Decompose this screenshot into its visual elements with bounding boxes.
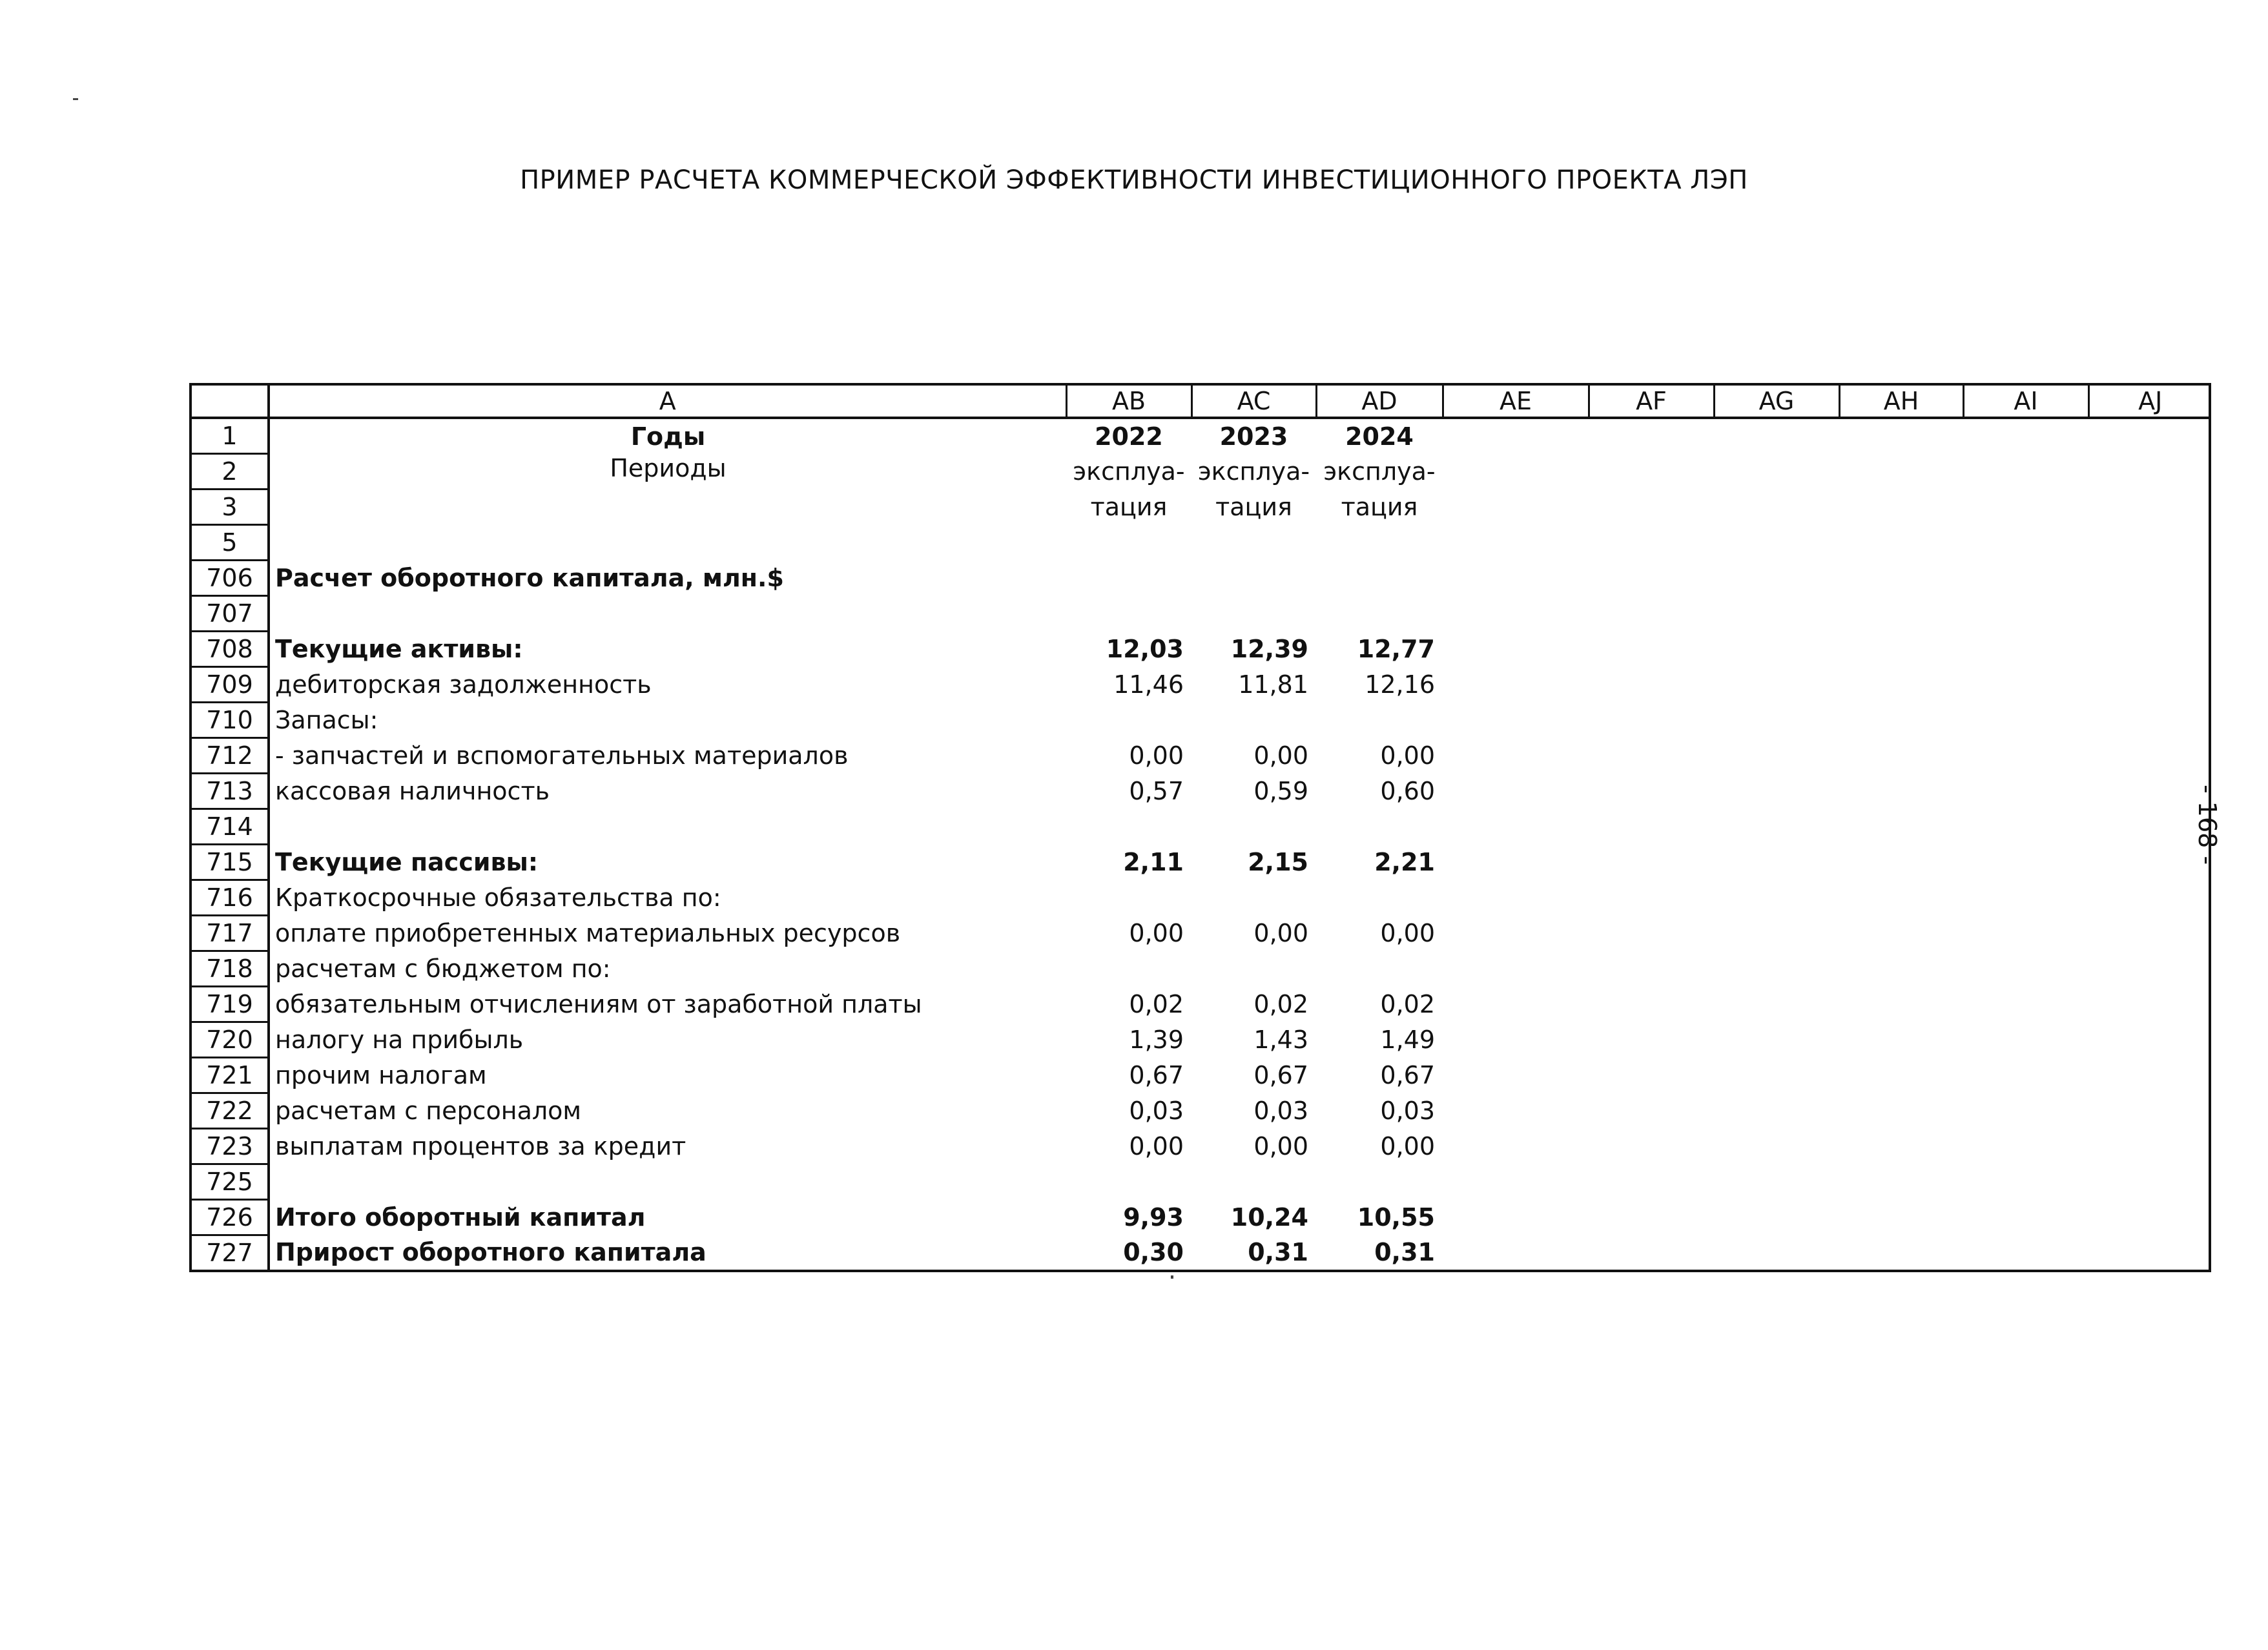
value-cell (1316, 1164, 1443, 1200)
value-cell: 12,39 (1230, 635, 1308, 663)
table-row (192, 1058, 2211, 1093)
table-row (192, 561, 2211, 596)
row-label: выплатам процентов за кредит (275, 1132, 686, 1160)
periods-label: Периоды (610, 453, 727, 482)
row-label: Итого оборотный капитал (275, 1203, 646, 1232)
row-number[interactable]: 726 (192, 1200, 269, 1235)
value-cell: 0,00 (1253, 741, 1308, 770)
value-cell: 0,67 (1129, 1061, 1184, 1089)
value-cell: 0,03 (1380, 1097, 1435, 1125)
value-cell (1316, 809, 1443, 845)
value-cell: 1,39 (1129, 1026, 1184, 1054)
value-cell (1066, 880, 1191, 916)
row-number[interactable]: 709 (192, 667, 269, 703)
value-cell (1066, 951, 1191, 987)
column-header-ae[interactable]: AE (1443, 386, 1589, 418)
value-cell: 12,16 (1365, 670, 1435, 699)
scan-speck (73, 98, 78, 100)
row-number[interactable]: 3 (192, 490, 269, 525)
value-cell: 12,77 (1357, 635, 1435, 663)
value-cell (1316, 703, 1443, 738)
column-header-row (192, 386, 2211, 418)
column-header-ai[interactable]: AI (1963, 386, 2088, 418)
row-label: Текущие активы: (275, 635, 523, 663)
value-cell: 0,02 (1380, 990, 1435, 1018)
select-all-corner[interactable] (192, 386, 269, 418)
table-row (192, 1235, 2211, 1270)
row-number[interactable]: 5 (192, 525, 269, 561)
row-number[interactable]: 716 (192, 880, 269, 916)
period-cell: тация (1090, 493, 1168, 521)
value-cell (1191, 703, 1316, 738)
row-number[interactable]: 715 (192, 845, 269, 880)
row-label (269, 596, 1066, 632)
row-label: обязательным отчислениям от заработной платы (275, 990, 922, 1018)
spreadsheet-grid (192, 386, 2211, 1270)
value-cell (1191, 561, 1316, 596)
value-cell (1316, 561, 1443, 596)
row-number[interactable]: 720 (192, 1022, 269, 1058)
table-row (192, 1093, 2211, 1129)
row-label: Краткосрочные обязательства по: (275, 883, 721, 912)
row-label: Запасы: (275, 706, 378, 734)
row-label: Прирост оборотного капитала (275, 1238, 706, 1267)
column-header-ah[interactable]: AH (1839, 386, 1963, 418)
period-cell: тация (1215, 493, 1292, 521)
value-cell: 0,02 (1129, 990, 1184, 1018)
value-cell (1191, 880, 1316, 916)
value-cell: 0,00 (1253, 1132, 1308, 1160)
row-number[interactable]: 727 (192, 1235, 269, 1270)
value-cell: 0,59 (1253, 777, 1308, 805)
column-header-ag[interactable]: AG (1714, 386, 1839, 418)
value-cell: 0,03 (1129, 1097, 1184, 1125)
row-number[interactable]: 718 (192, 951, 269, 987)
row-label: расчетам с бюджетом по: (275, 954, 611, 983)
value-cell: 0,02 (1253, 990, 1308, 1018)
section-title: Расчет оборотного капитала, млн.$ (275, 564, 784, 592)
page-title: ПРИМЕР РАСЧЕТА КОММЕРЧЕСКОЙ ЭФФЕКТИВНОСТИ ИНВЕСТИЦИОННОГО ПРОЕКТА ЛЭП (520, 165, 1748, 195)
column-header-aj[interactable]: AJ (2088, 386, 2211, 418)
value-cell (1191, 809, 1316, 845)
row-number[interactable]: 721 (192, 1058, 269, 1093)
value-cell: 0,00 (1129, 1132, 1184, 1160)
table-row (192, 1200, 2211, 1235)
value-cell: 0,60 (1380, 777, 1435, 805)
row-label: - запчастей и вспомогательных материалов (275, 741, 849, 770)
value-cell: 10,55 (1357, 1203, 1435, 1232)
row-number[interactable]: 706 (192, 561, 269, 596)
table-row (192, 632, 2211, 667)
column-header-a[interactable]: A (269, 386, 1066, 418)
value-cell: 9,93 (1123, 1203, 1184, 1232)
year-cell: 2024 (1345, 422, 1414, 451)
table-row (192, 951, 2211, 987)
value-cell: 0,00 (1380, 919, 1435, 947)
page-number: - 168 - (2193, 785, 2222, 865)
row-number[interactable]: 707 (192, 596, 269, 632)
value-cell: 11,46 (1113, 670, 1184, 699)
column-header-ab[interactable]: AB (1066, 386, 1191, 418)
spreadsheet (189, 383, 2211, 1272)
row-number[interactable]: 713 (192, 774, 269, 809)
row-number[interactable]: 722 (192, 1093, 269, 1129)
row-number[interactable]: 2 (192, 454, 269, 490)
value-cell: 0,57 (1129, 777, 1184, 805)
value-cell: 0,00 (1253, 919, 1308, 947)
row-number[interactable]: 710 (192, 703, 269, 738)
value-cell: 0,31 (1248, 1238, 1308, 1267)
column-header-ac[interactable]: AC (1191, 386, 1316, 418)
value-cell: 0,00 (1129, 741, 1184, 770)
value-cell (1316, 951, 1443, 987)
row-label (269, 809, 1066, 845)
table-row (192, 490, 2211, 525)
value-cell: 11,81 (1238, 670, 1308, 699)
table-row (192, 596, 2211, 632)
table-row (192, 916, 2211, 951)
row-number[interactable]: 723 (192, 1129, 269, 1164)
value-cell: 0,00 (1380, 1132, 1435, 1160)
value-cell: 0,00 (1380, 741, 1435, 770)
row-number[interactable]: 1 (192, 418, 269, 454)
value-cell: 0,67 (1253, 1061, 1308, 1089)
value-cell (1316, 596, 1443, 632)
scan-speck (1171, 1275, 1173, 1279)
value-cell: 1,43 (1253, 1026, 1308, 1054)
row-label (269, 1164, 1066, 1200)
column-header-ad[interactable]: AD (1316, 386, 1443, 418)
row-number[interactable]: 717 (192, 916, 269, 951)
value-cell: 2,11 (1123, 848, 1184, 876)
table-row (192, 525, 2211, 561)
row-number[interactable]: 719 (192, 987, 269, 1022)
table-row (192, 1022, 2211, 1058)
period-cell: эксплуа- (1323, 457, 1436, 486)
row-label: кассовая наличность (275, 777, 550, 805)
row-number[interactable]: 714 (192, 809, 269, 845)
row-label: оплате приобретенных материальных ресурсов (275, 919, 901, 947)
value-cell (1191, 951, 1316, 987)
value-cell (1066, 1164, 1191, 1200)
row-label: дебиторская задолженность (275, 670, 652, 699)
table-row (192, 774, 2211, 809)
value-cell: 0,30 (1123, 1238, 1184, 1267)
value-cell: 0,03 (1253, 1097, 1308, 1125)
year-cell: 2023 (1219, 422, 1288, 451)
table-row (192, 418, 2211, 454)
value-cell (1066, 809, 1191, 845)
value-cell (1191, 1164, 1316, 1200)
row-label: расчетам с персоналом (275, 1097, 582, 1125)
period-cell: тация (1341, 493, 1418, 521)
value-cell (1066, 561, 1191, 596)
table-row (192, 454, 2211, 490)
table-row (192, 1129, 2211, 1164)
value-cell: 12,03 (1106, 635, 1184, 663)
row-number[interactable]: 712 (192, 738, 269, 774)
value-cell (1316, 880, 1443, 916)
value-cell (1191, 596, 1316, 632)
table-row (192, 667, 2211, 703)
table-row (192, 845, 2211, 880)
value-cell: 1,49 (1380, 1026, 1435, 1054)
years-label: Годы (630, 422, 706, 451)
row-label: Текущие пассивы: (275, 848, 539, 876)
table-row (192, 738, 2211, 774)
table-row (192, 809, 2211, 845)
table-row (192, 1164, 2211, 1200)
row-number[interactable]: 725 (192, 1164, 269, 1200)
row-label: налогу на прибыль (275, 1026, 524, 1054)
value-cell: 10,24 (1230, 1203, 1308, 1232)
period-cell: эксплуа- (1197, 457, 1310, 486)
column-header-af[interactable]: AF (1589, 386, 1714, 418)
value-cell (1066, 596, 1191, 632)
value-cell: 2,21 (1374, 848, 1435, 876)
value-cell: 0,00 (1129, 919, 1184, 947)
table-row (192, 703, 2211, 738)
value-cell (1066, 703, 1191, 738)
table-row (192, 987, 2211, 1022)
year-cell: 2022 (1095, 422, 1163, 451)
value-cell: 0,67 (1380, 1061, 1435, 1089)
period-cell: эксплуа- (1073, 457, 1185, 486)
value-cell: 0,31 (1374, 1238, 1435, 1267)
value-cell: 2,15 (1248, 848, 1308, 876)
row-number[interactable]: 708 (192, 632, 269, 667)
row-label: прочим налогам (275, 1061, 487, 1089)
table-row (192, 880, 2211, 916)
